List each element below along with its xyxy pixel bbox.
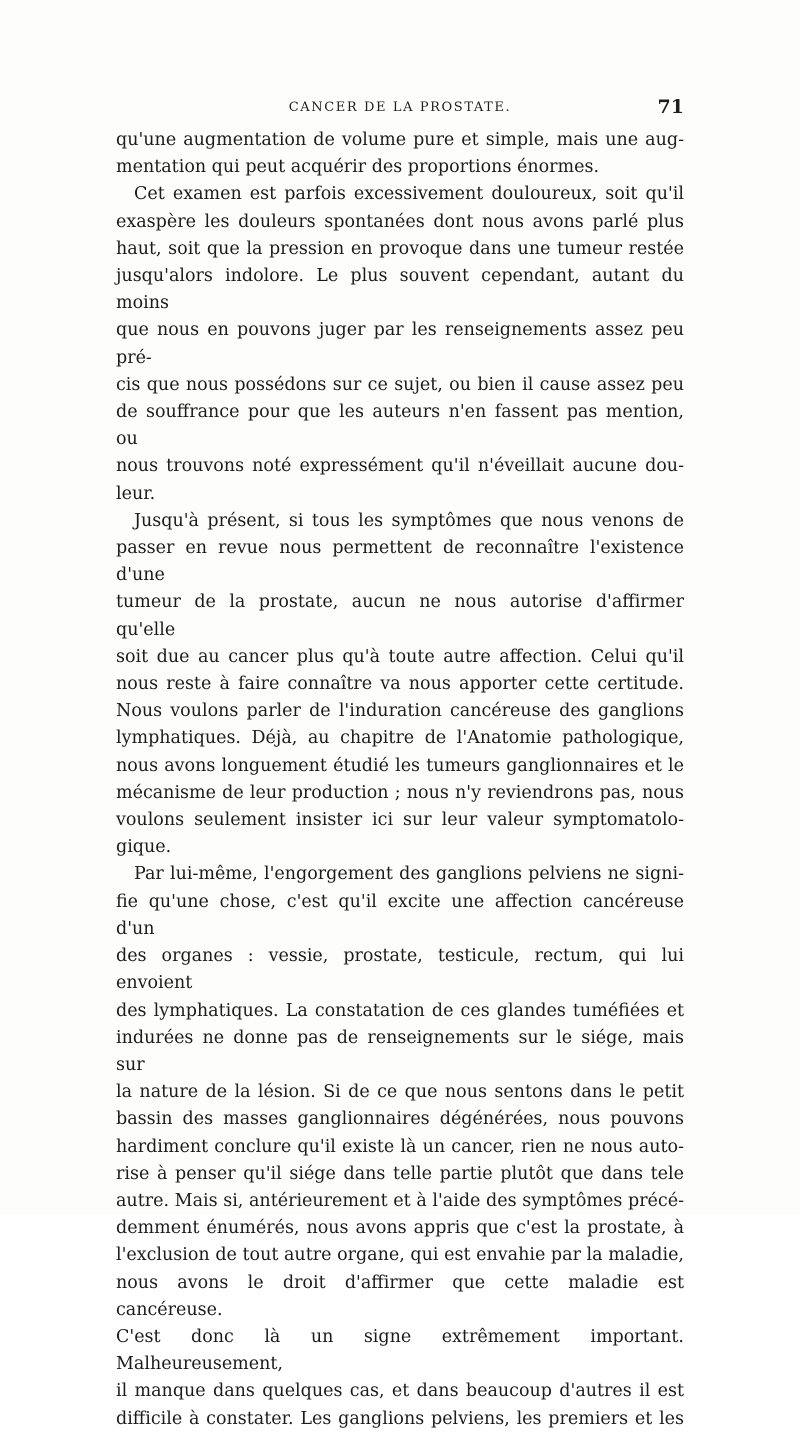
text-line: Cet examen est parfois excessivement douloureux, soit qu'il: [134, 184, 684, 205]
text-line: soit due au cancer plus qu'à toute autre affection. Celui qu'il: [116, 646, 684, 667]
text-line: nous trouvons noté expressément qu'il n'éveillait aucune dou-: [116, 456, 684, 477]
text-line: gique.: [116, 837, 172, 858]
text-line: nous avons longuement étudié les tumeurs ganglionnaires et le: [116, 755, 684, 776]
text-line: de souffrance pour que les auteurs n'en fassent pas mention, ou: [116, 402, 684, 450]
text-line: mentation qui peut acquérir des proportions énormes.: [116, 157, 600, 178]
body-text: [116, 127, 684, 1433]
text-line: haut, soit que la pression en provoque dans une tumeur restée: [116, 238, 684, 259]
text-line: rise à penser qu'il siége dans telle partie plutôt que dans tele: [116, 1163, 684, 1184]
text-line: la nature de la lésion. Si de ce que nous sentons dans le petit: [116, 1082, 684, 1103]
text-line: Jusqu'à présent, si tous les symptômes que nous venons de: [134, 510, 684, 531]
text-line: hardiment conclure qu'il existe là un cancer, rien ne nous auto-: [116, 1136, 684, 1157]
text-line: des organes : vessie, prostate, testicule, rectum, qui lui envoient: [116, 946, 684, 994]
header-title: CANCER DE LA PROSTATE.: [288, 100, 512, 115]
text-line: C'est donc là un signe extrêmement important. Malheureusement,: [116, 1326, 684, 1375]
text-line: qu'une augmentation de volume pure et simple, mais une aug-: [116, 130, 684, 150]
page-number: 71: [657, 96, 684, 118]
text-line: autre. Mais si, antérieurement et à l'aide des symptômes précé-: [116, 1190, 684, 1211]
text-line: tumeur de la prostate, aucun ne nous autorise d'affirmer qu'elle: [116, 592, 684, 640]
running-head: [116, 96, 684, 120]
text-line: mécanisme de leur production ; nous n'y reviendrons pas, nous: [116, 782, 684, 803]
text-line: Par lui-même, l'engorgement des ganglions pelviens ne signi-: [134, 864, 684, 885]
text-line: bassin des masses ganglionnaires dégénérées, nous pouvons: [116, 1109, 684, 1130]
text-line: indurées ne donne pas de renseignements sur le siége, mais sur: [116, 1027, 684, 1075]
text-line: leur.: [116, 483, 156, 504]
text-line: nous avons le droit d'affirmer que cette maladie est cancéreuse.: [116, 1272, 684, 1320]
text-line: nous reste à faire connaître va nous apporter cette certitude.: [116, 674, 684, 695]
text-line: jusqu'alors indolore. Le plus souvent cependant, autant du moins: [116, 266, 684, 314]
text-line: cis que nous possédons sur ce sujet, ou bien il cause assez peu: [116, 374, 684, 395]
text-line: lymphatiques. Déjà, au chapitre de l'Anatomie pathologique,: [116, 728, 684, 749]
text-line: passer en revue nous permettent de reconnaître l'existence d'une: [116, 538, 684, 586]
text-line: Nous voulons parler de l'induration cancéreuse des ganglions: [116, 701, 684, 722]
text-line: voulons seulement insister ici sur leur valeur symptomatolo-: [116, 810, 684, 831]
text-line: fie qu'une chose, c'est qu'il excite une affection cancéreuse d'un: [116, 891, 684, 939]
text-line: difficile à constater. Les ganglions pelviens, les premiers et les: [116, 1408, 684, 1429]
text-line: l'exclusion de tout autre organe, qui est envahie par la maladie,: [116, 1245, 684, 1266]
text-line: il manque dans quelques cas, et dans beaucoup d'autres il est: [116, 1381, 684, 1402]
text-line: exaspère les douleurs spontanées dont nous avons parlé plus: [116, 211, 684, 232]
text-line: des lymphatiques. La constatation de ces glandes tuméfiées et: [116, 1000, 684, 1021]
text-line: demment énumérés, nous avons appris que c'est la prostate, à: [116, 1218, 684, 1239]
text-line: que nous en pouvons juger par les renseignements assez peu pré-: [116, 320, 684, 368]
